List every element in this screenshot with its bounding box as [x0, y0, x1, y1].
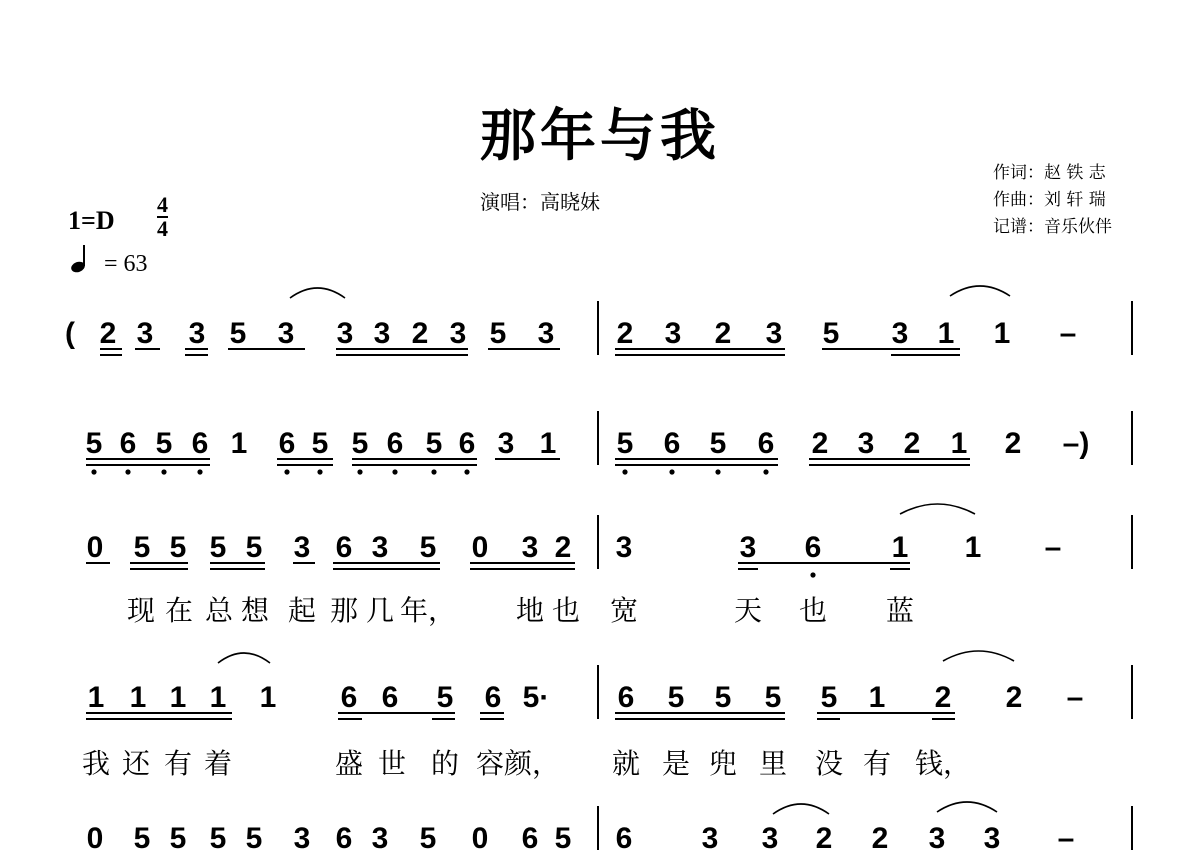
note: 3	[293, 822, 311, 850]
note: 2	[554, 531, 572, 564]
note: 1	[230, 427, 248, 460]
note: 6	[757, 427, 775, 460]
note: 1	[993, 317, 1011, 350]
note: 3	[293, 531, 311, 564]
slur	[773, 804, 829, 814]
note: 3	[371, 531, 389, 564]
lyric: 蓝	[885, 594, 915, 627]
lyric: 地	[515, 594, 545, 627]
slur	[290, 288, 345, 298]
octave-dot	[357, 469, 362, 474]
lyric: 我	[81, 747, 111, 780]
slur	[950, 286, 1010, 296]
note: 2	[411, 317, 429, 350]
note: 3	[371, 822, 389, 850]
note: 2	[99, 317, 117, 350]
note: 1	[937, 317, 955, 350]
octave-dot	[622, 469, 627, 474]
note: 5	[169, 531, 187, 564]
note: 5	[489, 317, 507, 350]
note: 3	[136, 317, 154, 350]
octave-dot	[197, 469, 202, 474]
lyric: 总	[204, 594, 234, 627]
lyric: 颜，	[503, 747, 561, 780]
lyric: 那	[329, 594, 359, 627]
note: 5	[764, 681, 782, 714]
note: –	[1057, 822, 1075, 850]
note: 2	[903, 427, 921, 460]
note: 3	[664, 317, 682, 350]
note: 3	[891, 317, 909, 350]
lyric: 里	[758, 747, 788, 780]
lyric: 想	[240, 594, 270, 627]
note: 2	[934, 681, 952, 714]
octave-dot	[125, 469, 130, 474]
note: 1	[169, 681, 187, 714]
note: 2	[616, 317, 634, 350]
song-title: 那年与我	[480, 104, 720, 169]
lyric: 宽	[609, 594, 639, 627]
octave-dot	[392, 469, 397, 474]
lyric: 几	[365, 594, 395, 627]
note: 1	[950, 427, 968, 460]
note: 6	[335, 822, 353, 850]
note: 5	[209, 531, 227, 564]
lyric: 有	[862, 747, 892, 780]
note: 2	[1005, 681, 1023, 714]
note: 3	[739, 531, 757, 564]
note: 6	[381, 681, 399, 714]
key-signature: 1=D	[68, 206, 115, 235]
time-bottom: 4	[157, 216, 168, 241]
transcriber: 记谱：音乐伙伴	[993, 217, 1112, 237]
note: 1	[964, 531, 982, 564]
note: 0	[86, 822, 104, 850]
note: –	[1044, 531, 1062, 564]
note: 5	[229, 317, 247, 350]
lyric: 兜	[708, 747, 738, 780]
note: 1	[539, 427, 557, 460]
note: 5	[714, 681, 732, 714]
note: 5	[85, 427, 103, 460]
note: 0	[86, 531, 104, 564]
lyric: 盛	[334, 747, 364, 780]
note: 3	[701, 822, 719, 850]
octave-dot	[763, 469, 768, 474]
octave-dot	[431, 469, 436, 474]
lyric: 起	[287, 594, 317, 627]
note: 6	[521, 822, 539, 850]
octave-dot	[161, 469, 166, 474]
note: 3	[277, 317, 295, 350]
note: 3	[615, 531, 633, 564]
note: 5	[133, 531, 151, 564]
note: 0	[471, 531, 489, 564]
note: 1	[87, 681, 105, 714]
note: 6	[617, 681, 635, 714]
note: 5	[419, 822, 437, 850]
lyric: 天	[733, 594, 763, 627]
slur	[937, 802, 997, 812]
octave-dot	[715, 469, 720, 474]
slur	[218, 653, 270, 663]
octave-dot	[317, 469, 322, 474]
note: 1	[259, 681, 277, 714]
octave-dot	[284, 469, 289, 474]
note: 3	[188, 317, 206, 350]
lyric: 现	[126, 594, 156, 627]
note: –	[1066, 681, 1084, 714]
lyric: 容	[475, 747, 505, 780]
note: 5	[419, 531, 437, 564]
note: 3	[521, 531, 539, 564]
tempo-value: = 63	[104, 251, 148, 277]
lyric: 有	[163, 747, 193, 780]
note: 1	[209, 681, 227, 714]
note: 3	[857, 427, 875, 460]
note: 2	[815, 822, 833, 850]
note: 2	[714, 317, 732, 350]
note: 1	[129, 681, 147, 714]
slur	[943, 651, 1014, 661]
note: 1	[891, 531, 909, 564]
note: –)	[1062, 427, 1090, 460]
note: 5	[820, 681, 838, 714]
note: 6	[119, 427, 137, 460]
note: 5	[245, 822, 263, 850]
note: 3	[765, 317, 783, 350]
octave-dot	[669, 469, 674, 474]
note: 5	[436, 681, 454, 714]
note: 5	[155, 427, 173, 460]
lyric: 还	[121, 747, 151, 780]
note: 5	[616, 427, 634, 460]
lyric: 在	[164, 594, 194, 627]
note: (	[65, 317, 75, 350]
note: 5	[709, 427, 727, 460]
note: 1	[868, 681, 886, 714]
lyric: 是	[661, 747, 691, 780]
note: 5	[311, 427, 329, 460]
note: 6	[484, 681, 502, 714]
note: 5	[245, 531, 263, 564]
note: 5	[209, 822, 227, 850]
lyric: 就	[611, 747, 641, 780]
note: 2	[871, 822, 889, 850]
lyricist: 作词：赵 铁 志	[993, 163, 1106, 183]
note: 5	[425, 427, 443, 460]
note: –	[1059, 317, 1077, 350]
note: 2	[1004, 427, 1022, 460]
note: 5·	[522, 681, 550, 714]
composer: 作曲：刘 轩 瑞	[993, 190, 1106, 210]
note: 6	[804, 531, 822, 564]
note: 6	[386, 427, 404, 460]
lyric: 的	[430, 747, 460, 780]
note: 6	[340, 681, 358, 714]
note: 3	[373, 317, 391, 350]
note: 3	[497, 427, 515, 460]
note: 6	[615, 822, 633, 850]
performer: 演唱：高晓妹	[480, 190, 600, 214]
note: 3	[983, 822, 1001, 850]
lyric: 世	[377, 747, 407, 780]
lyric: 年，	[399, 594, 457, 627]
note: 5	[351, 427, 369, 460]
note: 3	[761, 822, 779, 850]
note: 5	[169, 822, 187, 850]
note: 6	[335, 531, 353, 564]
note: 0	[471, 822, 489, 850]
note: 3	[449, 317, 467, 350]
time-top: 4	[157, 192, 168, 217]
note: 3	[928, 822, 946, 850]
note: 5	[133, 822, 151, 850]
lyric: 着	[203, 747, 233, 780]
octave-dot	[91, 469, 96, 474]
lyric: 也	[551, 594, 581, 627]
note: 5	[822, 317, 840, 350]
note: 2	[811, 427, 829, 460]
octave-dot	[810, 572, 815, 577]
lyric: 钱，	[914, 747, 972, 780]
octave-dot	[464, 469, 469, 474]
note: 3	[537, 317, 555, 350]
note: 6	[663, 427, 681, 460]
note: 6	[278, 427, 296, 460]
note: 5	[554, 822, 572, 850]
lyric: 没	[814, 747, 844, 780]
note: 6	[458, 427, 476, 460]
note: 3	[336, 317, 354, 350]
note: 5	[667, 681, 685, 714]
lyric: 也	[798, 594, 828, 627]
note: 6	[191, 427, 209, 460]
slur	[900, 504, 975, 514]
